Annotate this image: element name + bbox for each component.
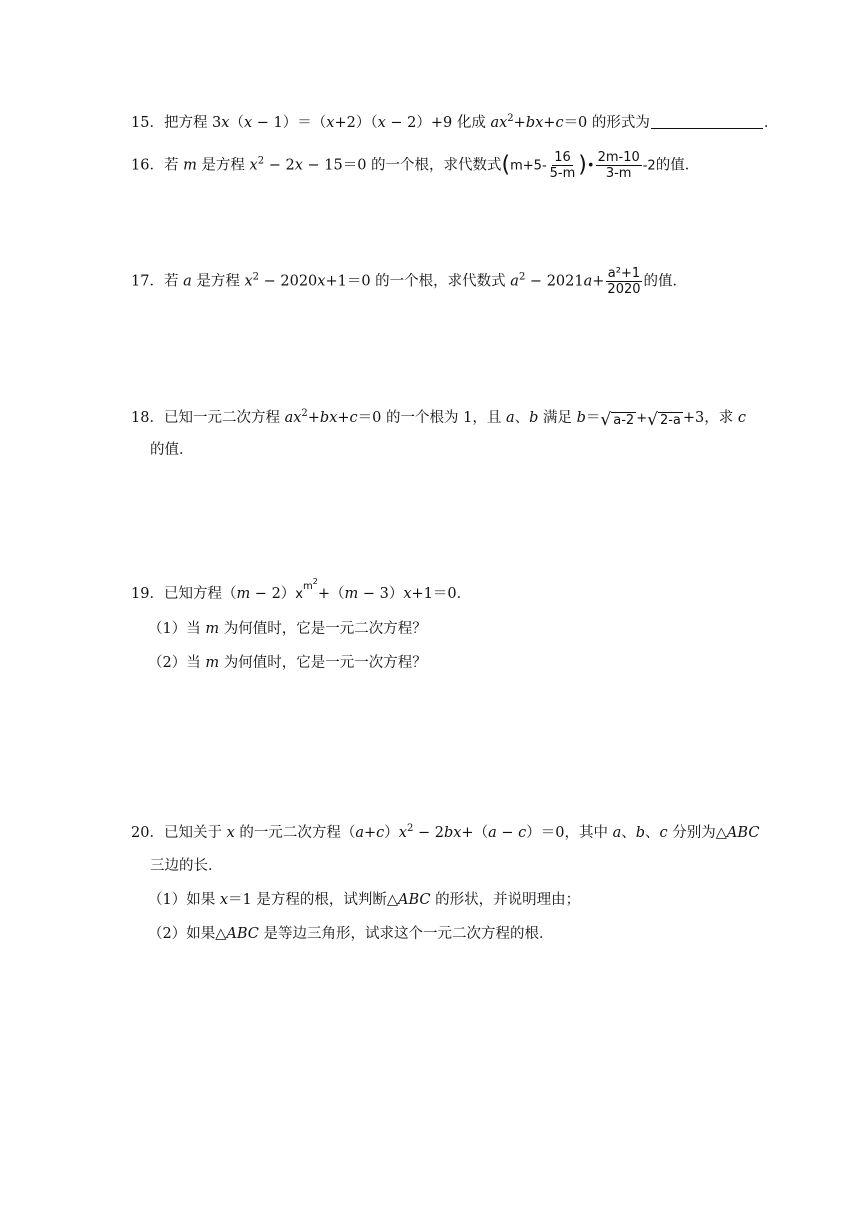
question-19-part-2: （2）当 m 为何值时，它是一元一次方程？ xyxy=(148,655,427,671)
question-18: 18．已知一元二次方程 $ax^2+bx+c=0$ 的一个根为 1，且 a、b 满足 b＝ √ a-2 + √ 2-a +3，求 c xyxy=(131,408,746,430)
question-number: 16． xyxy=(131,157,164,174)
question-20: 20．已知关于 x 的一元二次方程$(a+c)x^2 - 2bx+(a - c)=0$，其中 a、b、c 分别为△ABC xyxy=(131,823,760,841)
question-19-part-1: （1）当 m 为何值时，它是一元二次方程？ xyxy=(148,621,427,637)
radical-sign-icon: √ xyxy=(600,410,612,430)
fraction-a2-plus-1-over-2020: $\frac{\text{a²+1}}{2020}$ xyxy=(607,266,641,297)
question-number: 17． xyxy=(131,273,164,290)
question-16: 16．若 m 是方程 $x^2 - 2x - 15=0$ 的一个根，求代数式(m+5- $\frac{16}{5-m}$ )• $\frac{2m-10}{3-m}$ -2的值． xyxy=(131,150,700,181)
question-number: 19． xyxy=(131,586,164,602)
question-20-line-2: 三边的长． xyxy=(150,858,223,874)
question-17: 17．若 a 是方程 $x^2 - 2020x+1=0$ 的一个根，求代数式 $a^2 - 2021a+$ $\frac{\text{a²+1}}{2020}$ 的值． xyxy=(131,266,688,297)
question-number: 20． xyxy=(131,825,164,841)
question-15: 15．把方程 3x（x − 1）＝（x+2）（x − 2）+9 化成 $ax^2+bx+c=0$ 的形式为 ． xyxy=(131,113,779,131)
sqrt-a-minus-2: √ a-2 xyxy=(600,410,635,430)
fraction-2m-10-over-3-m: $\frac{2m-10}{3-m}$ xyxy=(597,150,640,181)
radical-sign-icon: √ xyxy=(647,410,658,430)
question-20-part-1: （1）如果 x＝1 是方程的根，试判断△ABC 的形状，并说明理由； xyxy=(148,892,581,908)
question-18-line-2: 的值． xyxy=(150,442,194,458)
x-power-m-squared: $x^{m^2}$ xyxy=(295,577,318,602)
fraction-16-over-5-m: $\frac{16}{5-m}$ xyxy=(549,150,576,181)
question-19: 19．已知方程$(m - 2)x^{m^2}+(m - 3)x+1=0$． xyxy=(131,577,472,602)
answer-blank[interactable] xyxy=(651,114,763,129)
question-20-part-2: （2）如果△ABC 是等边三角形，试求这个一元二次方程的根． xyxy=(148,926,554,942)
question-number: 15． xyxy=(131,115,164,131)
sqrt-2-minus-a: √ 2-a xyxy=(647,410,681,430)
question-number: 18． xyxy=(131,410,164,426)
